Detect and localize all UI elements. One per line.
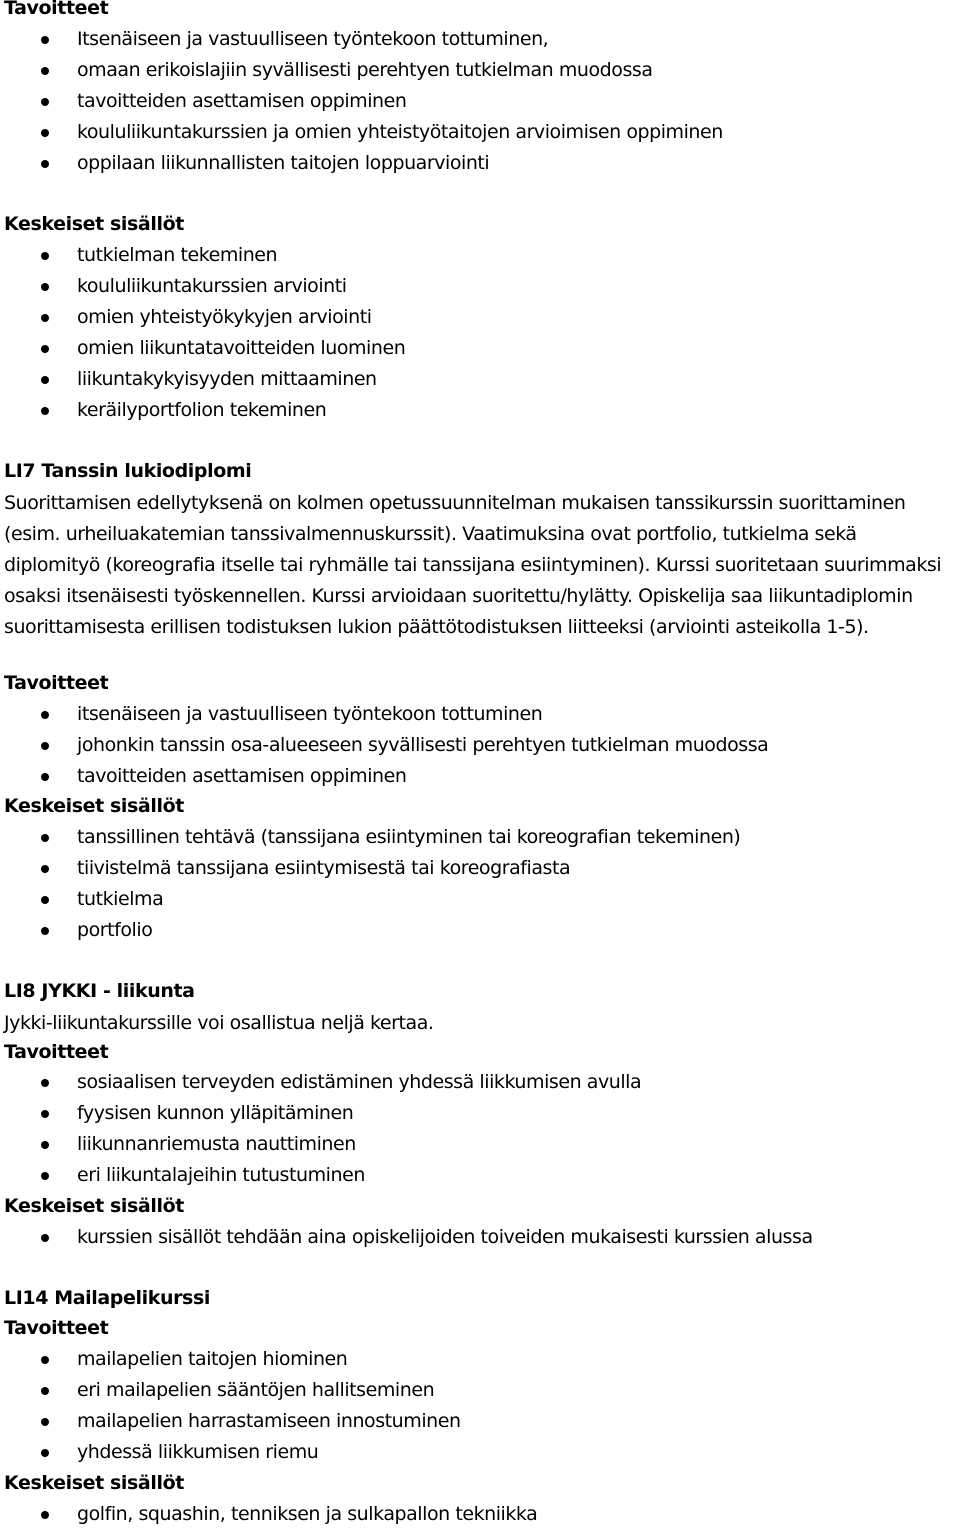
list-item: golfin, squashin, tenniksen ja sulkapallon tekniikka <box>77 1503 537 1525</box>
bullet-icon <box>41 742 49 750</box>
bullet-icon <box>41 36 49 44</box>
bullet-icon <box>41 160 49 168</box>
list-item: mailapelien harrastamiseen innostuminen <box>77 1410 461 1432</box>
bullet-icon <box>41 1387 49 1395</box>
bullet-icon <box>41 834 49 842</box>
bullet-icon <box>41 1141 49 1149</box>
bullet-icon <box>41 1449 49 1457</box>
content-heading: Keskeiset sisällöt <box>4 1472 184 1494</box>
list-item: yhdessä liikkumisen riemu <box>77 1441 318 1463</box>
list-item: tavoitteiden asettamisen oppiminen <box>77 90 406 112</box>
list-item: koululiikuntakurssien arviointi <box>77 275 347 297</box>
list-item: omaan erikoislajiin syvällisesti perehtyen tutkielman muodossa <box>77 59 653 81</box>
bullet-icon <box>41 67 49 75</box>
list-item: Itsenäiseen ja vastuulliseen työntekoon tottuminen, <box>77 28 548 50</box>
list-item: mailapelien taitojen hiominen <box>77 1348 347 1370</box>
list-item: tiivistelmä tanssijana esiintymisestä tai koreografiasta <box>77 857 570 879</box>
list-item: tutkielma <box>77 888 163 910</box>
list-item: sosiaalisen terveyden edistäminen yhdessä liikkumisen avulla <box>77 1071 641 1093</box>
course-description: Jykki-liikuntakurssille voi osallistua neljä kertaa. <box>4 1012 434 1034</box>
list-item: tavoitteiden asettamisen oppiminen <box>77 765 406 787</box>
content-heading: Keskeiset sisällöt <box>4 795 184 817</box>
bullet-icon <box>41 407 49 415</box>
bullet-icon <box>41 1418 49 1426</box>
bullet-icon <box>41 129 49 137</box>
course-description: Suorittamisen edellytyksenä on kolmen opetussuunnitelman mukaisen tanssikurssin suorittaminen (esim. urheiluakatemian tanssivalmennuskurssit). Vaatimuksina ovat portfolio, tutkielma sekä diplomityö (koreografia itselle tai ryhmälle tai tanssijana esiintyminen). Kurssi suoritetaan suurimmaksi osaksi itsenäisesti työskennellen. Kurssi arvioidaan suoritettu/hylätty. Opiskelija saa liikuntadiplomin suorittamisesta erillisen todistuksen lukion päättötodistuksen liitteeksi (arviointi asteikolla 1-5). <box>4 492 942 638</box>
list-item: eri mailapelien sääntöjen hallitseminen <box>77 1379 434 1401</box>
course-title: LI8 JYKKI - liikunta <box>4 980 195 1002</box>
list-item: koululiikuntakurssien ja omien yhteistyötaitojen arvioimisen oppiminen <box>77 121 723 143</box>
bullet-icon <box>41 314 49 322</box>
bullet-icon <box>41 1079 49 1087</box>
list-item: omien yhteistyökykyjen arviointi <box>77 306 372 328</box>
list-item: kurssien sisällöt tehdään aina opiskelijoiden toiveiden mukaisesti kurssien alussa <box>77 1226 813 1248</box>
list-item: tutkielman tekeminen <box>77 244 277 266</box>
goals-heading: Tavoitteet <box>4 0 109 19</box>
bullet-icon <box>41 865 49 873</box>
bullet-icon <box>41 345 49 353</box>
bullet-icon <box>41 252 49 260</box>
list-item: fyysisen kunnon ylläpitäminen <box>77 1102 353 1124</box>
list-item: liikunnanriemusta nauttiminen <box>77 1133 356 1155</box>
content-heading: Keskeiset sisällöt <box>4 1195 184 1217</box>
list-item: keräilyportfolion tekeminen <box>77 399 326 421</box>
bullet-icon <box>41 98 49 106</box>
course-title: LI14 Mailapelikurssi <box>4 1287 210 1309</box>
goals-heading: Tavoitteet <box>4 672 109 694</box>
list-item: johonkin tanssin osa-alueeseen syvällisesti perehtyen tutkielman muodossa <box>77 734 768 756</box>
list-item: liikuntakykyisyyden mittaaminen <box>77 368 377 390</box>
bullet-icon <box>41 1110 49 1118</box>
list-item: oppilaan liikunnallisten taitojen loppuarviointi <box>77 152 489 174</box>
bullet-icon <box>41 711 49 719</box>
bullet-icon <box>41 1511 49 1519</box>
list-item: eri liikuntalajeihin tutustuminen <box>77 1164 365 1186</box>
content-heading: Keskeiset sisällöt <box>4 213 184 235</box>
bullet-icon <box>41 376 49 384</box>
bullet-icon <box>41 1356 49 1364</box>
list-item: portfolio <box>77 919 152 941</box>
bullet-icon <box>41 1172 49 1180</box>
bullet-icon <box>41 773 49 781</box>
list-item: itsenäiseen ja vastuulliseen työntekoon tottuminen <box>77 703 542 725</box>
bullet-icon <box>41 927 49 935</box>
list-item: tanssillinen tehtävä (tanssijana esiintyminen tai koreografian tekeminen) <box>77 826 740 848</box>
bullet-icon <box>41 283 49 291</box>
list-item: omien liikuntatavoitteiden luominen <box>77 337 405 359</box>
bullet-icon <box>41 896 49 904</box>
goals-heading: Tavoitteet <box>4 1041 109 1063</box>
goals-heading: Tavoitteet <box>4 1317 109 1339</box>
course-title: LI7 Tanssin lukiodiplomi <box>4 460 252 482</box>
bullet-icon <box>41 1234 49 1242</box>
